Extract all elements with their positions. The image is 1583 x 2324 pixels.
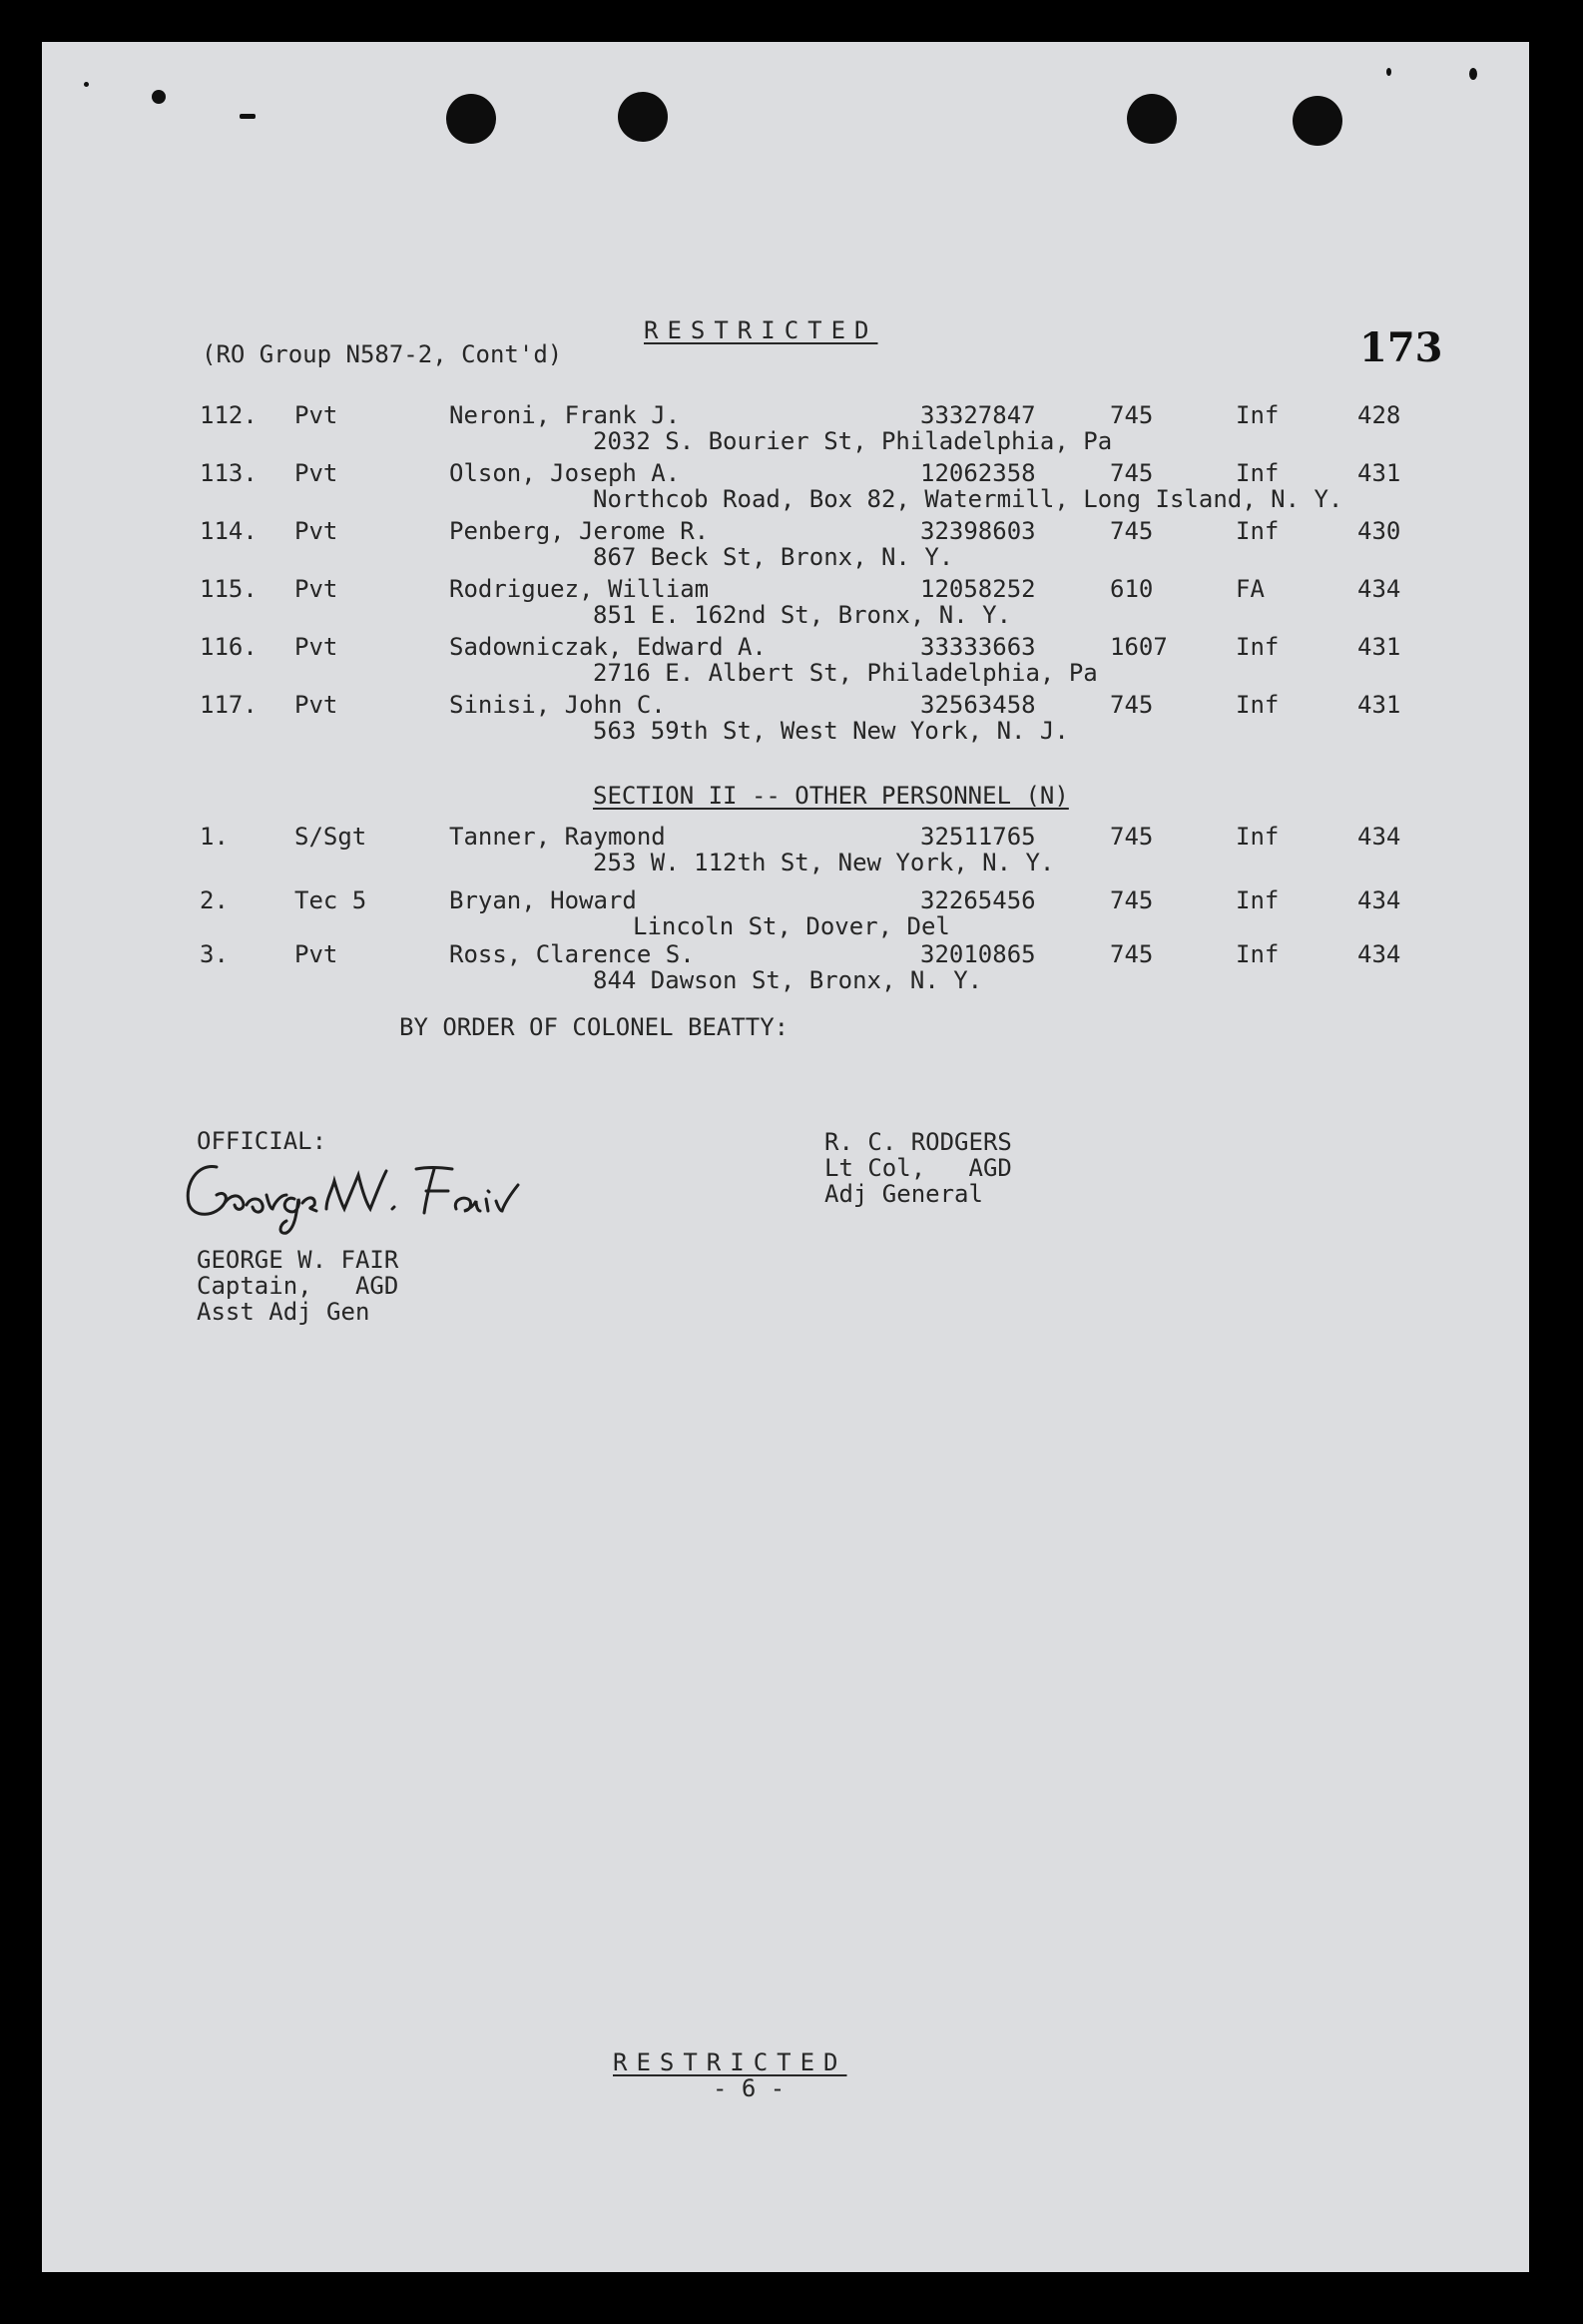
punch-hole [1293,96,1342,146]
entry-destination: 431 [1357,459,1401,487]
entry-name: Sinisi, John C. [449,691,666,719]
speck [84,82,89,87]
entry-address: 253 W. 112th St, New York, N. Y. [593,849,1055,876]
entry-code: 745 [1110,886,1154,914]
entry-destination: 431 [1357,691,1401,719]
entry-destination: 428 [1357,401,1401,429]
entry-address: Lincoln St, Dover, Del [633,912,950,940]
entry-code: 1607 [1110,633,1168,661]
entry-destination: 434 [1357,886,1401,914]
order-line: BY ORDER OF COLONEL BEATTY: [399,1013,790,1041]
entry-destination: 431 [1357,633,1401,661]
entry-code: 745 [1110,517,1154,545]
commander-title: Adj General [824,1180,983,1208]
punch-hole [618,92,668,142]
official-name: GEORGE W. FAIR [197,1246,399,1274]
entry-arm: Inf [1236,823,1280,851]
entry-name: Olson, Joseph A. [449,459,681,487]
entry-name: Bryan, Howard [449,886,637,914]
official-rank: Captain, AGD [197,1272,399,1300]
entry-code: 745 [1110,823,1154,851]
entry-name: Penberg, Jerome R. [449,517,710,545]
entry-destination: 434 [1357,823,1401,851]
speck [152,90,166,104]
entry-name: Rodriguez, William [449,575,710,603]
entry-destination: 434 [1357,575,1401,603]
entry-number: 2. [200,886,229,914]
page-number-stamp: 173 [1359,324,1443,371]
entry-code: 610 [1110,575,1154,603]
restricted-header: RESTRICTED [644,316,878,344]
entry-grade: Pvt [294,633,338,661]
page-footer-number: - 6 - [713,2074,786,2102]
entry-number: 113. [200,459,258,487]
entry-serial: 12058252 [920,575,1036,603]
restricted-footer: RESTRICTED [613,2048,847,2076]
entry-arm: Inf [1236,517,1280,545]
entry-number: 3. [200,940,229,968]
entry-number: 114. [200,517,258,545]
entry-serial: 32265456 [920,886,1036,914]
entry-serial: 32511765 [920,823,1036,851]
entry-serial: 32398603 [920,517,1036,545]
entry-arm: FA [1236,575,1265,603]
commander-rank: Lt Col, AGD [824,1154,1012,1182]
entry-grade: S/Sgt [294,823,367,851]
entry-destination: 434 [1357,940,1401,968]
entry-address: Northcob Road, Box 82, Watermill, Long Island, N. Y. [593,485,1343,513]
entry-code: 745 [1110,459,1154,487]
entry-grade: Pvt [294,940,338,968]
commander-name: R. C. RODGERS [824,1128,1012,1156]
entry-grade: Pvt [294,401,338,429]
entry-name: Neroni, Frank J. [449,401,681,429]
handwritten-signature [177,1145,556,1235]
entry-address: 2032 S. Bourier St, Philadelphia, Pa [593,427,1113,455]
punch-hole [1127,94,1177,144]
punch-hole [446,94,496,144]
entry-grade: Pvt [294,517,338,545]
entry-address: 851 E. 162nd St, Bronx, N. Y. [593,601,1012,629]
document-page [42,42,1529,2272]
entry-serial: 12062358 [920,459,1036,487]
speck [1386,68,1391,76]
entry-serial: 33327847 [920,401,1036,429]
official-label: OFFICIAL: [197,1127,327,1155]
entry-grade: Pvt [294,575,338,603]
entry-arm: Inf [1236,940,1280,968]
entry-arm: Inf [1236,401,1280,429]
entry-grade: Pvt [294,459,338,487]
entry-arm: Inf [1236,633,1280,661]
entry-arm: Inf [1236,459,1280,487]
entry-address: 2716 E. Albert St, Philadelphia, Pa [593,659,1098,687]
entry-grade: Pvt [294,691,338,719]
entry-number: 117. [200,691,258,719]
speck [1469,68,1477,80]
entry-number: 112. [200,401,258,429]
entry-serial: 33333663 [920,633,1036,661]
entry-name: Sadowniczak, Edward A. [449,633,767,661]
section-title: SECTION II -- OTHER PERSONNEL (N) [593,782,1069,810]
entry-address: 867 Beck St, Bronx, N. Y. [593,543,954,571]
entry-code: 745 [1110,401,1154,429]
speck [240,114,256,119]
entry-arm: Inf [1236,691,1280,719]
entry-name: Tanner, Raymond [449,823,666,851]
entry-arm: Inf [1236,886,1280,914]
entry-grade: Tec 5 [294,886,367,914]
entry-number: 116. [200,633,258,661]
entry-number: 115. [200,575,258,603]
entry-serial: 32010865 [920,940,1036,968]
entry-address: 563 59th St, West New York, N. J. [593,717,1069,745]
entry-name: Ross, Clarence S. [449,940,695,968]
entry-code: 745 [1110,691,1154,719]
official-title: Asst Adj Gen [197,1298,370,1326]
entry-serial: 32563458 [920,691,1036,719]
continuation-heading: (RO Group N587-2, Cont'd) [202,340,563,368]
entry-number: 1. [200,823,229,851]
entry-address: 844 Dawson St, Bronx, N. Y. [593,966,983,994]
entry-code: 745 [1110,940,1154,968]
entry-destination: 430 [1357,517,1401,545]
